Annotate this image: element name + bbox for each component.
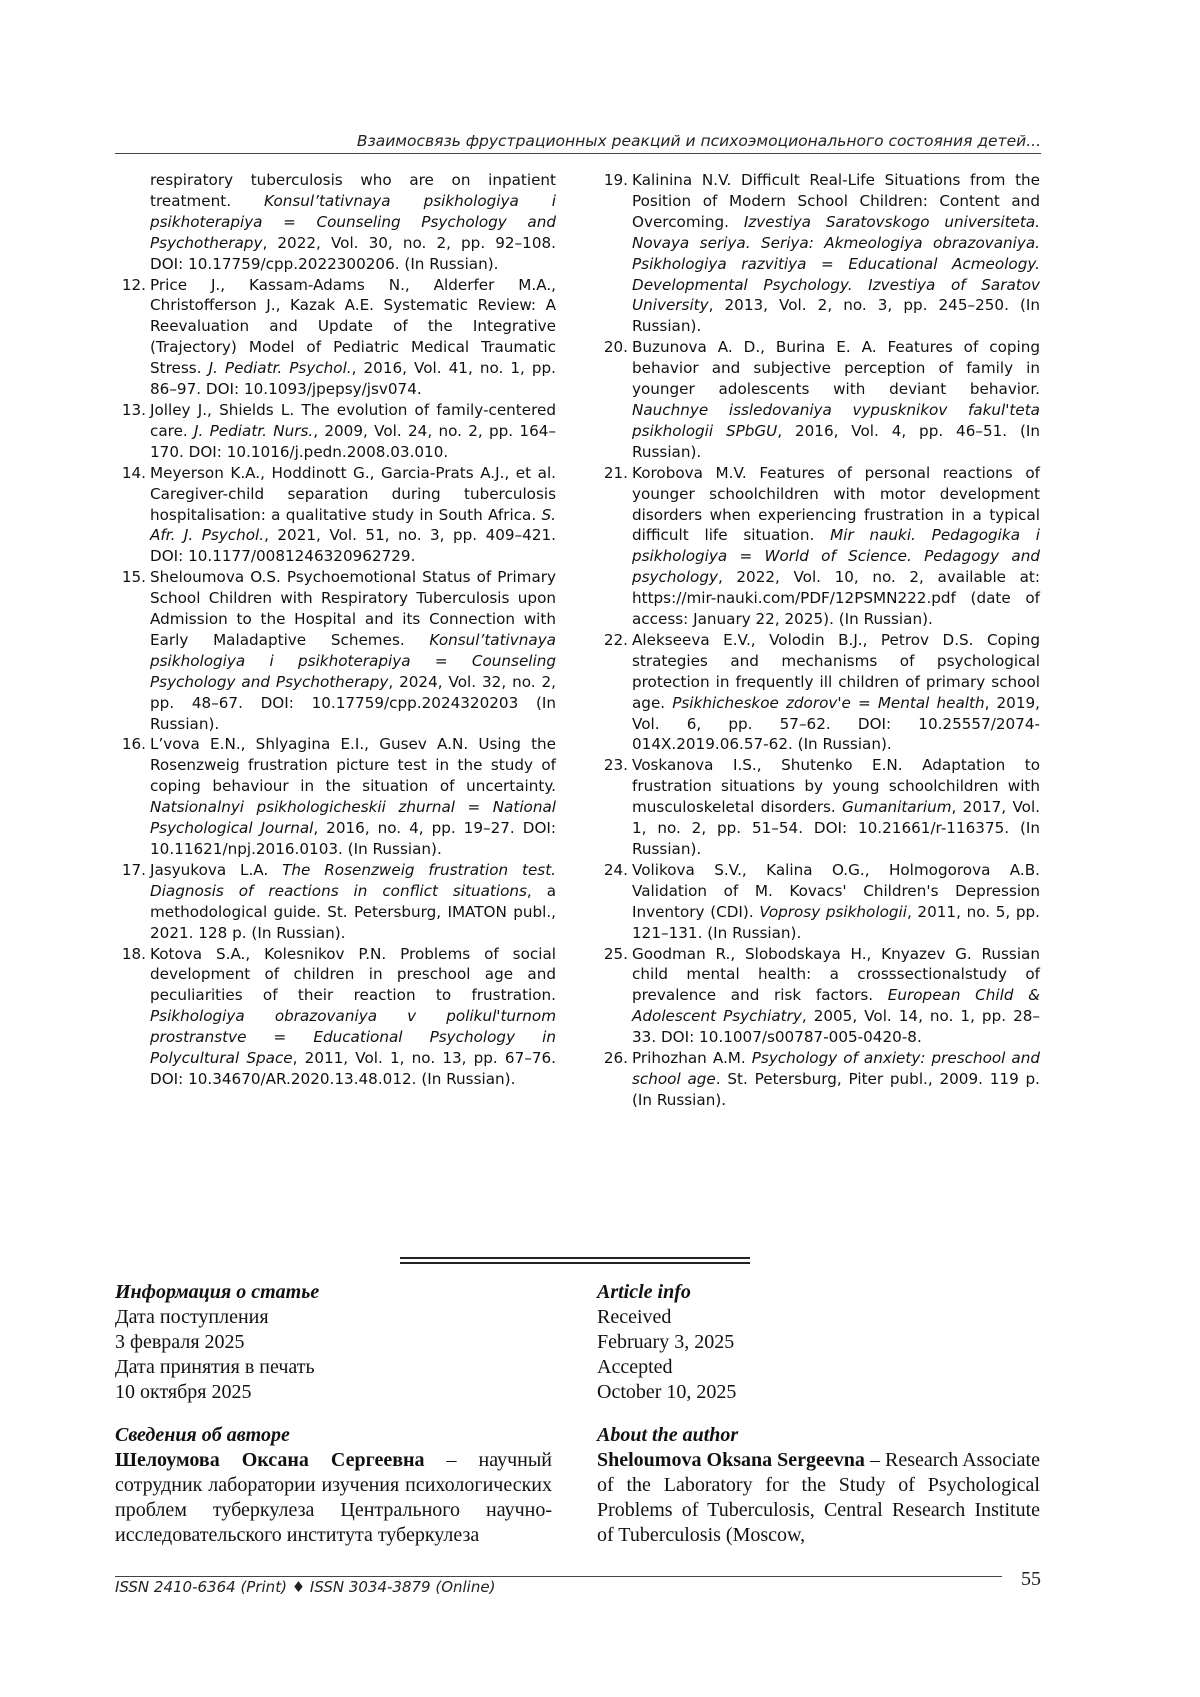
reference-source: Nauchnye issledovaniya vypusknikov fakul'teta psikhologii SPbGU (632, 400, 1040, 440)
accepted-date: October 10, 2025 (597, 1381, 737, 1403)
article-info-en (597, 1280, 1040, 1548)
separator-rule (400, 1262, 750, 1264)
reference-source: Konsul’tativnaya psikhologiya i psikhoterapiya = Counseling Psychology and Psychotherapy (150, 630, 556, 691)
references-right-list (590, 170, 1040, 1111)
reference-item (590, 1048, 1040, 1111)
reference-source: Izvestiya Saratovskogo universiteta. Novaya seriya. Seriya: Akmeologiya obrazovaniya. Psikhologiya razvitiya = Educational Acmeology. Developmental Psychology. Izvestiya of Saratov University (632, 212, 1040, 315)
reference-number: 23. (603, 756, 628, 775)
accepted-label: Дата принятия в печать (115, 1356, 315, 1378)
reference-text: Kalinina N.V. Difficult Real-Life Situations from the Position of Modern School Children: Content and Overcoming. (632, 171, 1040, 231)
reference-number: 13. (121, 400, 146, 419)
reference-text: , 2016, no. 4, pp. 19–27. DOI: 10.11621/npj.2016.0103. (In Russian). (150, 819, 556, 858)
reference-number: 17. (121, 860, 146, 879)
received-label: Received (597, 1306, 672, 1328)
reference-item (590, 860, 1040, 944)
reference-source: Psikhologiya obrazovaniya v polikul'turnom prostranstve = Educational Psychology in Polycultural Space (150, 1007, 556, 1068)
received-label: Дата поступления (115, 1306, 269, 1328)
reference-item (590, 337, 1040, 462)
reference-number: 21. (603, 463, 628, 482)
footer-issn: ISSN 2410-6364 (Print) ♦ ISSN 3034-3879 (Online) (115, 1578, 496, 1596)
reference-source: Psikhicheskoe zdorov'e = Mental health (672, 693, 985, 712)
reference-text: Volikova S.V., Kalina O.G., Holmogorova A.B. Validation of M. Kovacs' Children's Depression Inventory (CDI). (632, 860, 1040, 921)
reference-text: , 2005, Vol. 14, no. 1, pp. 28–33. DOI: 10.1007/s00787-005-0420-8. (632, 1007, 1040, 1047)
author-heading: Сведения об авторе (115, 1424, 290, 1446)
reference-item (108, 734, 556, 859)
reference-text: Price J., Kassam-Adams N., Alderfer M.A., Christofferson J., Kazak A.E. Systematic Review: A Reevaluation and Update of the Integrative (Trajectory) Model of Pediatric Medical Traumatic Stress. (150, 275, 556, 378)
reference-text: Jolley J., Shields L. The evolution of family-centered care. (150, 400, 556, 440)
reference-number: 16. (121, 735, 146, 754)
reference-number: 12. (121, 275, 146, 294)
reference-text: , 2016, Vol. 4, pp. 46–51. (In Russian). (632, 421, 1040, 461)
reference-text: Kotova S.A., Kolesnikov P.N. Problems of social development of children in preschool age and peculiarities of their reaction to frustration. (150, 944, 556, 1005)
reference-item (590, 755, 1040, 860)
references-right-column (590, 170, 1040, 1111)
reference-text: , 2022, Vol. 30, no. 2, pp. 92–108. DOI: 10.17759/cpp.2022300206. (In Russian). (150, 233, 556, 273)
reference-number: 24. (603, 860, 628, 879)
page-number: 55 (1021, 1568, 1041, 1590)
reference-number: 18. (121, 944, 146, 963)
reference-number: 20. (603, 338, 628, 357)
reference-text: Voskanova I.S., Shutenko E.N. Adaptation to frustration situations by young schoolchildren with musculoskeletal disorders. (632, 756, 1040, 817)
reference-source: J. Pediatr. Nurs. (194, 421, 314, 440)
reference-text: L’vova E.N., Shlyagina E.I., Gusev A.N. Using the Rosenzweig frustration picture test in the study of coping behaviour in the situation of uncertainty. (150, 735, 556, 796)
reference-source: Konsul’tativnaya psikhologiya i psikhoterapiya = Counseling Psychology and Psychotherapy (150, 191, 556, 252)
reference-item (108, 463, 556, 568)
reference-source: Mir nauki. Pedagogika i psikhologiya = World of Science. Pedagogy and psychology (632, 526, 1041, 587)
reference-source: European Child & Adolescent Psychiatry (632, 986, 1040, 1026)
author-bio (597, 1448, 1040, 1548)
reference-item (108, 400, 556, 463)
reference-number: 19. (603, 171, 628, 189)
reference-text: Goodman R., Slobodskaya H., Knyazev G. Russian child mental health: a crosssectionalstudy of prevalence and risk factors. (632, 944, 1040, 1005)
running-head: Взаимосвязь фрустрационных реакций и психоэмоционального состояния детей... (115, 132, 1041, 154)
reference-item (108, 275, 556, 400)
reference-text: , 2011, Vol. 1, no. 13, pp. 67–76. DOI: 10.34670/AR.2020.13.48.012. (In Russian). (150, 1049, 556, 1088)
reference-text: , 2013, Vol. 2, no. 3, pp. 245–250. (In Russian). (632, 296, 1040, 336)
reference-text: , 2021, Vol. 51, no. 3, pp. 409–421. DOI: 10.1177/0081246320962729. (150, 526, 556, 566)
author-heading: About the author (597, 1424, 739, 1446)
reference-text: , 2016, Vol. 41, no. 1, pp. 86–97. DOI: 10.1093/jpepsy/jsv074. (150, 359, 556, 399)
reference-text: Buzunova A. D., Burina E. A. Features of coping behavior and subjective perception of family in younger adolescents with deviant behavior. (632, 338, 1040, 399)
reference-item (108, 860, 556, 944)
accepted-date: 10 октября 2025 (115, 1381, 252, 1403)
reference-source: Natsionalnyi psikhologicheskii zhurnal = National Psychological Journal (150, 798, 556, 838)
reference-text: , 2017, Vol. 1, no. 2, pp. 51–54. DOI: 10.21661/r-116375. (In Russian). (632, 798, 1040, 858)
reference-text: , 2024, Vol. 32, no. 2, pp. 48–67. DOI: 10.17759/cpp.2024320203 (In Russian). (150, 672, 556, 733)
reference-text: , 2019, Vol. 6, pp. 57–62. DOI: 10.25557/2074-014X.2019.06.57-62. (In Russian). (632, 693, 1040, 754)
article-info-heading: Article info (597, 1281, 691, 1303)
reference-source: Voprosy psikhologii (759, 902, 907, 921)
reference-text: , a methodological guide. St. Petersburg, IMATON publ., 2021. 128 p. (In Russian). (150, 881, 557, 942)
reference-text: Prihozhan A.M. (632, 1049, 752, 1068)
article-info-ru (115, 1280, 552, 1548)
accepted-label: Accepted (597, 1356, 673, 1378)
references-left-column (108, 170, 556, 1090)
separator-rule (400, 1257, 750, 1259)
footer-rule (115, 1576, 1002, 1577)
reference-item (590, 630, 1040, 755)
article-info-heading: Информация о статье (115, 1281, 320, 1303)
reference-text: Jasyukova L.A. (150, 860, 283, 879)
reference-source: Gumanitarium (842, 798, 952, 817)
reference-number: 14. (121, 463, 146, 482)
reference-source: S. Afr. J. Psychol. (150, 505, 556, 545)
author-name: Sheloumova Oksana Sergeevna (597, 1449, 865, 1471)
reference-text: Sheloumova O.S. Psychoemotional Status of Primary School Children with Respiratory Tuberculosis upon Admission to the Hospital and its Connection with Early Maladaptive Schemes. (150, 568, 556, 649)
reference-number: 26. (603, 1049, 628, 1068)
reference-text: . St. Petersburg, Piter publ., 2009. 119 p. (In Russian). (632, 1069, 1040, 1109)
reference-item (590, 463, 1040, 630)
reference-text: Korobova M.V. Features of personal reactions of younger schoolchildren with motor development disorders when experiencing frustration in a typical difficult life situation. (632, 463, 1040, 545)
author-description: – Research Associate of the Laboratory for the Study of Psychological Problems of Tuberculosis, Central Research Institute of Tuberculosis (Moscow, (597, 1449, 1040, 1546)
reference-number: 25. (603, 944, 628, 963)
reference-source: The Rosenzweig frustration test. Diagnosis of reactions in conflict situations (150, 860, 557, 900)
author-bio (115, 1448, 552, 1548)
reference-source: J. Pediatr. Psychol. (208, 359, 352, 378)
reference-text: respiratory tuberculosis who are on inpatient treatment. (150, 171, 556, 210)
reference-item (590, 170, 1040, 337)
reference-source: Psychology of anxiety: preschool and school age (632, 1049, 1041, 1088)
author-name: Шелоумова Оксана Сергеевна (115, 1449, 425, 1471)
received-date: 3 февраля 2025 (115, 1331, 245, 1353)
reference-item (108, 567, 556, 734)
reference-text: , 2009, Vol. 24, no. 2, pp. 164–170. DOI: 10.1016/j.pedn.2008.03.010. (150, 421, 556, 461)
reference-number: 22. (603, 630, 628, 649)
reference-number: 15. (121, 568, 146, 587)
reference-text: , 2022, Vol. 10, no. 2, available at: https://mir-nauki.com/PDF/12PSMN222.pdf (date of access: January 22, 2025). (In Russian). (632, 568, 1040, 629)
received-date: February 3, 2025 (597, 1331, 735, 1353)
reference-item (108, 944, 556, 1090)
reference-text: Alekseeva E.V., Volodin B.J., Petrov D.S. Coping strategies and mechanisms of psychological protection in frequently ill children of primary school age. (632, 630, 1040, 712)
reference-text: , 2011, no. 5, pp. 121–131. (In Russian). (632, 902, 1040, 942)
reference-item (590, 944, 1040, 1049)
references-left-list (108, 275, 556, 1090)
author-description: – научный сотрудник лаборатории изучения психологических проблем туберкулеза Центрального научно-исследовательского института туберкулеза (115, 1449, 552, 1546)
reference-text: Meyerson K.A., Hoddinott G., Garcia-Prats A.J., et al. Caregiver-child separation during tuberculosis hospitalisation: a qualitative study in South Africa. (150, 463, 556, 524)
reference-continuation (108, 170, 556, 275)
